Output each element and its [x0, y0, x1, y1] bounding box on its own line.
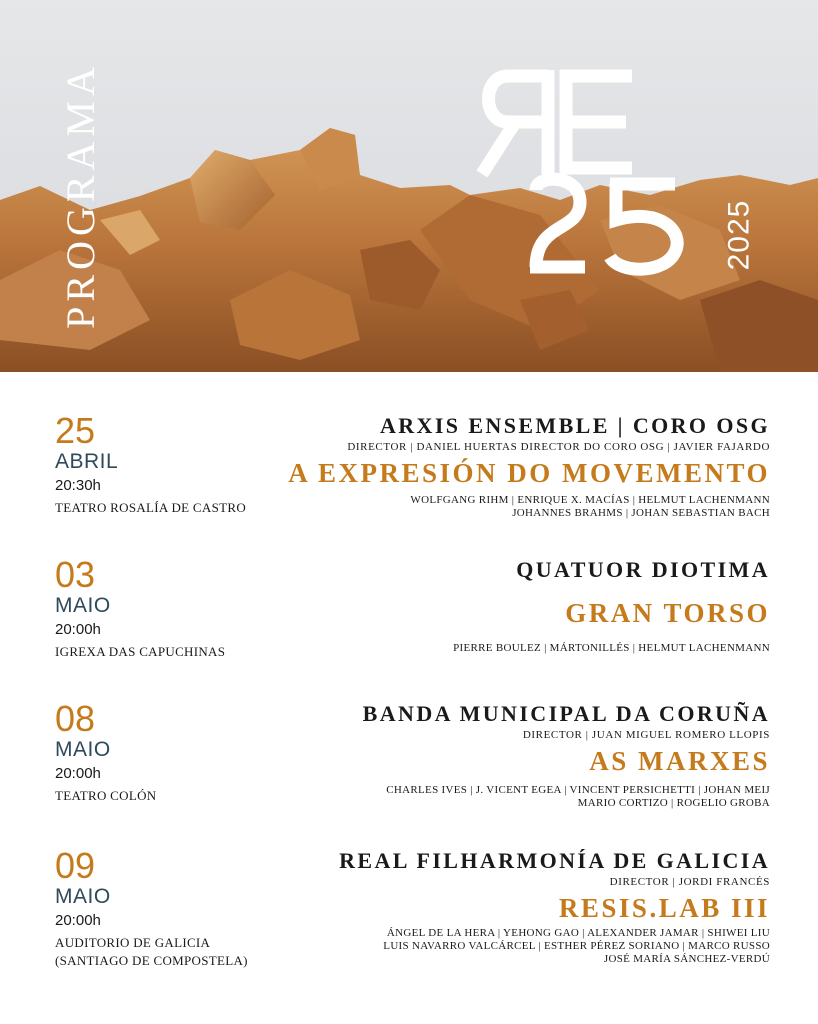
event-day: 03: [55, 554, 96, 595]
event-info: [270, 700, 770, 810]
event-month: MAIO: [55, 738, 111, 761]
event-info: [270, 556, 770, 655]
event-venue: TEATRO ROSALÍA DE CASTRO: [55, 500, 247, 515]
event-day: 08: [55, 698, 96, 739]
event-date-block: [55, 847, 285, 970]
event-day: 25: [55, 410, 96, 451]
event-date-block: [55, 556, 285, 661]
event-title: AS MARXES: [589, 746, 770, 776]
event-time: 20:00h: [55, 765, 101, 782]
event-venue: IGREXA DAS CAPUCHINAS: [55, 644, 226, 659]
event-performer: REAL FILHARMONÍA DE GALICIA: [339, 848, 770, 873]
event-composers-line: JOHANNES BRAHMS | JOHAN SEBASTIAN BACH: [512, 507, 770, 519]
programa-vertical-title: PROGRAMA: [57, 61, 103, 329]
event-composers-line: PIERRE BOULEZ | MÁRTONILLÉS | HELMUT LACHENMANN: [453, 642, 770, 654]
event-performer: BANDA MUNICIPAL DA CORUÑA: [362, 701, 770, 726]
event-time: 20:00h: [55, 912, 101, 929]
event-venue: (SANTIAGO DE COMPOSTELA): [55, 953, 248, 968]
event-director: DIRECTOR | DANIEL HUERTAS DIRECTOR DO CORO OSG | JAVIER FAJARDO: [347, 441, 770, 453]
event-info: [270, 412, 770, 520]
event-performer: ARXIS ENSEMBLE | CORO OSG: [379, 413, 770, 438]
event-day: 09: [55, 845, 96, 886]
hero-banner: [0, 0, 818, 372]
event-date-block: [55, 412, 285, 517]
event-info: [270, 847, 770, 966]
event-composers-line: ÁNGEL DE LA HERA | YEHONG GAO | ALEXANDER JAMAR | SHIWEI LIU: [386, 927, 770, 939]
event-month: ABRIL: [55, 450, 119, 473]
event-composers-line: JOSÉ MARÍA SÁNCHEZ-VERDÚ: [603, 953, 770, 965]
event-composers-line: WOLFGANG RIHM | ENRIQUE X. MACÍAS | HELMUT LACHENMANN: [410, 494, 770, 506]
year-vertical: 2025: [722, 199, 755, 271]
event-date-block: [55, 700, 285, 805]
event-composers-line: CHARLES IVES | J. VICENT EGEA | VINCENT PERSICHETTI | JOHAN MEIJ: [386, 784, 770, 796]
event-performer: QUATUOR DIOTIMA: [516, 557, 770, 582]
re25-logo: [470, 62, 700, 292]
event-title: GRAN TORSO: [565, 598, 770, 628]
event-venue: TEATRO COLÓN: [55, 788, 157, 803]
event-venue: AUDITORIO DE GALICIA: [55, 935, 211, 950]
event-composers-line: LUIS NAVARRO VALCÁRCEL | ESTHER PÉREZ SORIANO | MARCO RUSSO: [383, 940, 770, 952]
event-director: DIRECTOR | JUAN MIGUEL ROMERO LLOPIS: [522, 729, 770, 741]
event-month: MAIO: [55, 885, 111, 908]
event-composers-line: MARIO CORTIZO | ROGELIO GROBA: [577, 797, 770, 809]
event-month: MAIO: [55, 594, 111, 617]
event-director: DIRECTOR | JORDI FRANCÉS: [609, 876, 770, 888]
event-time: 20:30h: [55, 477, 101, 494]
event-title: A EXPRESIÓN DO MOVEMENTO: [288, 458, 770, 488]
event-title: RESIS.LAB III: [558, 893, 770, 923]
event-time: 20:00h: [55, 621, 101, 638]
